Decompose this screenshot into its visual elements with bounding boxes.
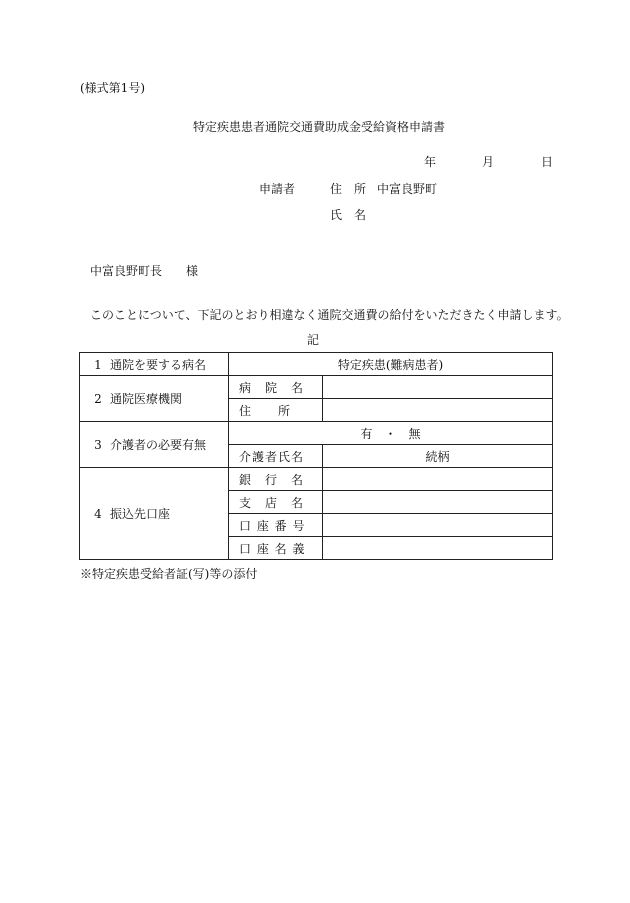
applicant-address-value: 中富良野町 <box>377 182 438 196</box>
row2-label: 通院医療機関 <box>110 392 183 406</box>
row4-label: 振込先口座 <box>110 507 171 521</box>
applicant-label: 申請者 <box>259 182 296 196</box>
row4-label-cell <box>80 468 229 560</box>
table-row <box>80 422 553 445</box>
hospital-address-label: 住 所 <box>229 399 323 422</box>
date-day-label: 日 <box>541 155 554 169</box>
account-number-field[interactable] <box>323 514 553 537</box>
account-holder-label: 口 座 名 義 <box>229 537 323 560</box>
row1-number: 1 <box>94 357 102 372</box>
relation-label: 続柄 <box>323 445 553 468</box>
body-text: このことについて、下記のとおり相違なく通院交通費の給付をいただきたく申請します。 <box>90 308 569 322</box>
row2-number: 2 <box>94 392 102 406</box>
row1-value: 特定疾患(難病患者) <box>229 353 553 376</box>
row1-label: 通院を要する病名 <box>110 357 207 372</box>
hospital-name-field[interactable] <box>323 376 553 399</box>
account-number-label: 口 座 番 号 <box>229 514 323 537</box>
form-number-label: (様式第1号) <box>80 81 145 95</box>
applicant-name-label: 氏 名 <box>330 208 367 222</box>
document-title: 特定疾患患者通院交通費助成金受給資格申請書 <box>193 120 446 134</box>
table-row <box>80 468 553 491</box>
branch-name-label: 支 店 名 <box>229 491 323 514</box>
table-row <box>80 376 553 399</box>
row3-label-cell <box>80 422 229 468</box>
row3-label: 介護者の必要有無 <box>110 438 207 452</box>
caregiver-choice[interactable]: 有 ・ 無 <box>229 422 553 445</box>
addressee: 中富良野町長 様 <box>90 264 199 278</box>
date-month-label: 月 <box>482 155 495 169</box>
caregiver-name-label: 介護者氏名 <box>229 445 323 468</box>
account-holder-field[interactable] <box>323 537 553 560</box>
row3-number: 3 <box>94 438 102 452</box>
bank-name-label: 銀 行 名 <box>229 468 323 491</box>
application-table <box>79 352 553 560</box>
hospital-name-label: 病 院 名 <box>229 376 323 399</box>
footnote: ※特定疾患受給者証(写)等の添付 <box>80 567 258 581</box>
hospital-address-field[interactable] <box>323 399 553 422</box>
row4-number: 4 <box>94 507 102 521</box>
ki-label: 記 <box>307 333 320 347</box>
date-year-label: 年 <box>424 155 437 169</box>
bank-name-field[interactable] <box>323 468 553 491</box>
row2-label-cell <box>80 376 229 422</box>
table-row <box>80 353 553 376</box>
branch-name-field[interactable] <box>323 491 553 514</box>
applicant-address-label: 住 所 <box>330 182 367 196</box>
row1-label-cell <box>80 353 229 376</box>
